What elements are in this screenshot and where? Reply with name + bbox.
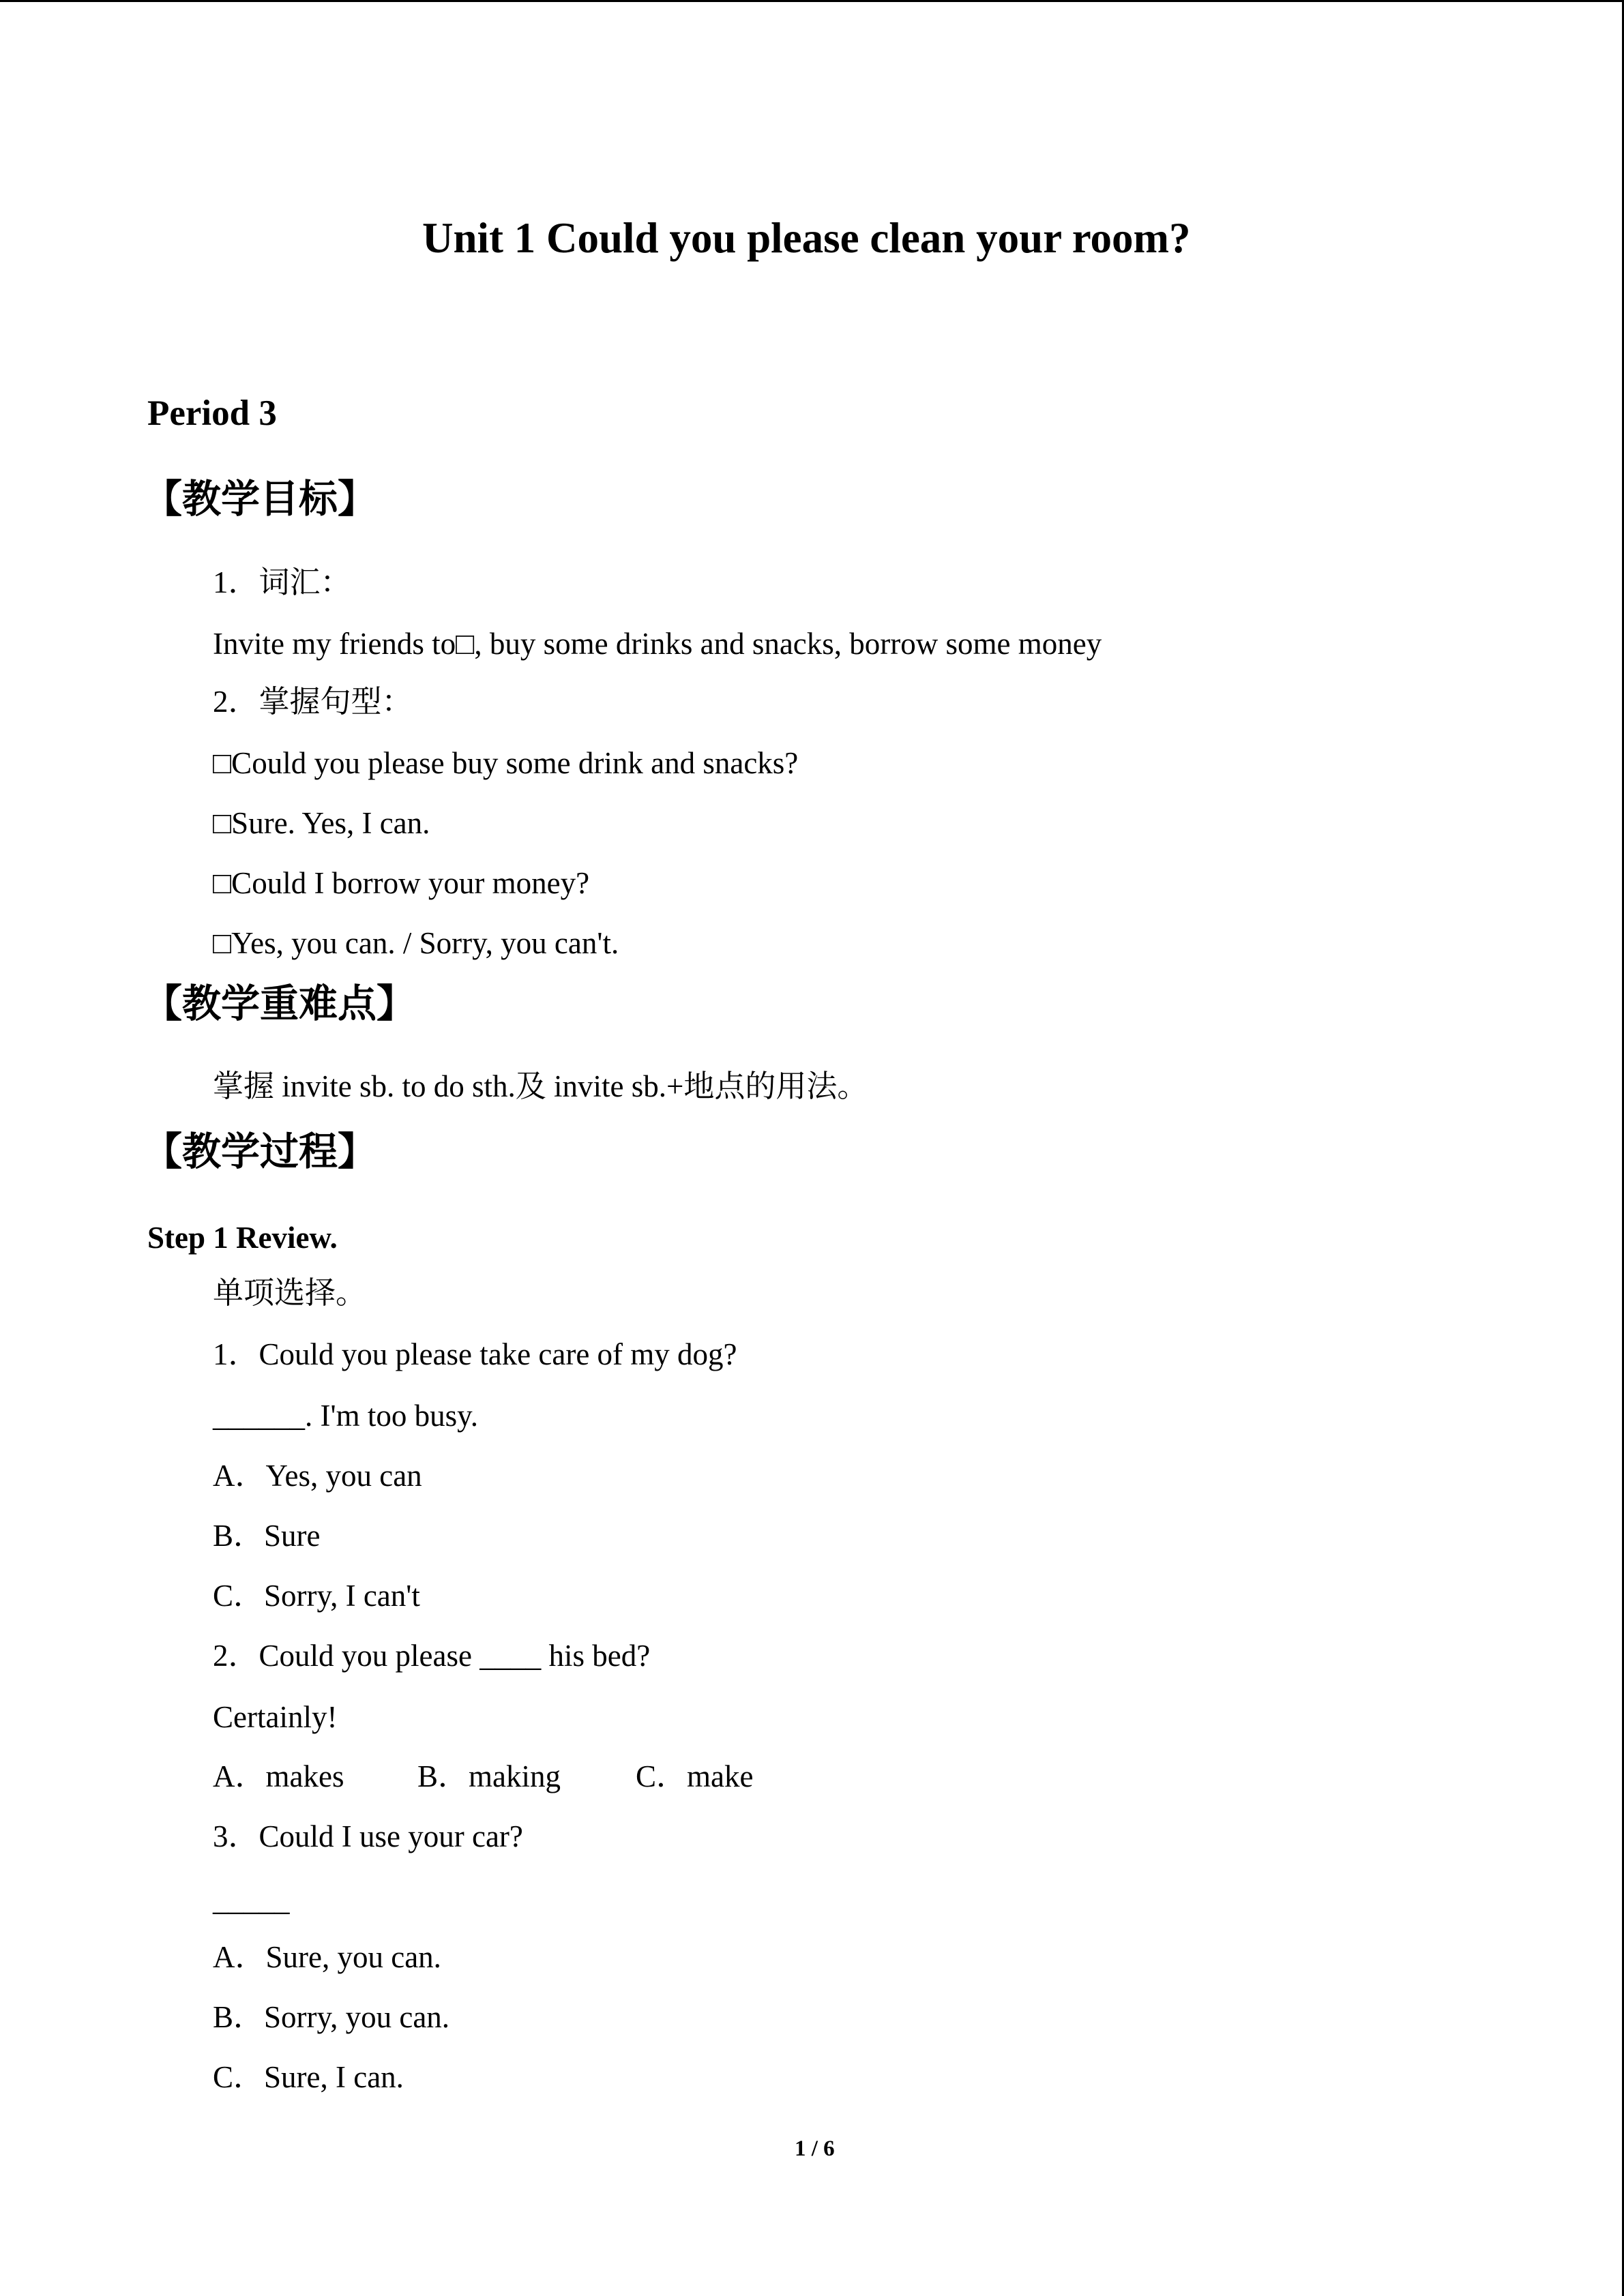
question-2-option-a: A．makes	[213, 1759, 344, 1793]
pattern-item: □Could you please buy some drink and snacks?	[213, 746, 799, 780]
key-points-heading: 【教学重难点】	[143, 983, 415, 1026]
page-number: 1 / 6	[795, 2136, 835, 2161]
question-3-option-a: A．Sure, you can.	[213, 1940, 441, 1974]
step1-heading: Step 1 Review.	[147, 1221, 338, 1255]
page-top-border	[0, 0, 1624, 2]
exercise-instruction: 单项选择。	[213, 1276, 367, 1310]
question-2-answer-line: Certainly!	[213, 1700, 338, 1734]
question-1: 1．Could you please take care of my dog?	[213, 1337, 737, 1371]
question-1-option-c: C．Sorry, I can't	[213, 1579, 420, 1613]
question-3-option-c: C．Sure, I can.	[213, 2060, 404, 2094]
period-heading: Period 3	[147, 393, 277, 433]
objectives-heading: 【教学目标】	[143, 478, 377, 521]
question-2-option-c: C．make	[636, 1759, 754, 1793]
pattern-item: □Yes, you can. / Sorry, you can't.	[213, 926, 619, 960]
process-heading: 【教学过程】	[143, 1131, 377, 1174]
pattern-item: □Sure. Yes, I can.	[213, 806, 430, 840]
question-1-answer-line: ______. I'm too busy.	[213, 1399, 478, 1433]
document-title: Unit 1 Could you please clean your room?	[422, 214, 1191, 262]
question-3-option-b: B．Sorry, you can.	[213, 2000, 450, 2034]
question-3: 3．Could I use your car?	[213, 1819, 523, 1853]
question-2-option-b: B．making	[417, 1759, 561, 1793]
vocab-label: 1．词汇：	[213, 565, 351, 599]
vocab-text: Invite my friends to□, buy some drinks and snacks, borrow some money	[213, 627, 1102, 661]
pattern-item: □Could I borrow your money?	[213, 866, 590, 900]
question-3-answer-line: _____	[213, 1883, 290, 1917]
patterns-label: 2．掌握句型：	[213, 685, 413, 719]
key-points-text: 掌握 invite sb. to do sth.及 invite sb.+地点的用法。	[213, 1069, 868, 1103]
question-1-option-b: B．Sure	[213, 1519, 321, 1553]
question-2: 2．Could you please ____ his bed?	[213, 1639, 651, 1673]
question-1-option-a: A．Yes, you can	[213, 1459, 422, 1493]
